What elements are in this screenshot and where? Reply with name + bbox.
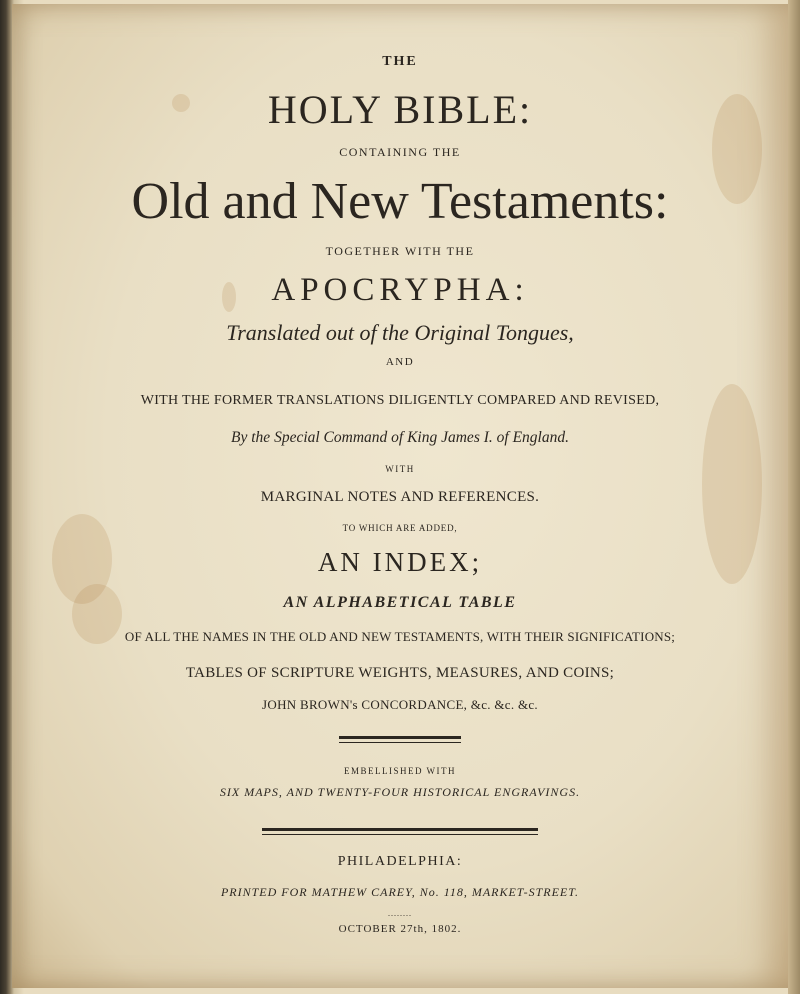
names-line: OF ALL THE NAMES IN THE OLD AND NEW TESTAMENTS, WITH THEIR SIGNIFICATIONS;	[124, 629, 676, 644]
ornamental-rule	[339, 736, 461, 743]
embellished-line: EMBELLISHED WITH	[343, 766, 457, 776]
former-translations-line: WITH THE FORMER TRANSLATIONS DILIGENTLY COMPARED AND REVISED,	[140, 393, 660, 408]
dotted-ornament: ........	[388, 909, 412, 918]
tables-line: TABLES OF SCRIPTURE WEIGHTS, MEASURES, AND COINS;	[185, 665, 615, 681]
added-line: TO WHICH ARE ADDED,	[342, 523, 458, 533]
concordance-line: JOHN BROWN's CONCORDANCE, &c. &c. &c.	[262, 697, 538, 712]
translated-line: Translated out of the Original Tongues,	[226, 320, 574, 345]
together-line: TOGETHER WITH THE	[325, 244, 475, 258]
imprint-city: PHILADELPHIA:	[337, 854, 463, 869]
marginal-notes-line: MARGINAL NOTES AND REFERENCES.	[260, 489, 540, 505]
with-line: WITH	[385, 464, 415, 474]
title-page	[12, 4, 788, 988]
apocrypha-heading: APOCRYPHA:	[271, 272, 529, 308]
alphabetical-table-line: AN ALPHABETICAL TABLE	[283, 594, 517, 611]
title-holy-bible: HOLY BIBLE:	[267, 87, 533, 132]
page-edge	[788, 0, 800, 994]
title-the: THE	[382, 54, 418, 69]
testaments-heading: Old and New Testaments:	[131, 173, 669, 230]
index-heading: AN INDEX;	[317, 547, 483, 577]
command-line: By the Special Command of King James I. of England.	[231, 429, 569, 446]
and-line: AND	[385, 356, 415, 368]
ornamental-rule	[262, 828, 538, 835]
imprint-date: OCTOBER 27th, 1802.	[338, 923, 462, 935]
maps-engravings-line: SIX MAPS, AND TWENTY-FOUR HISTORICAL ENGRAVINGS.	[219, 785, 581, 799]
containing-line: CONTAINING THE	[339, 145, 461, 159]
imprint-printer: PRINTED FOR MATHEW CAREY, No. 118, MARKET-STREET.	[220, 885, 580, 899]
